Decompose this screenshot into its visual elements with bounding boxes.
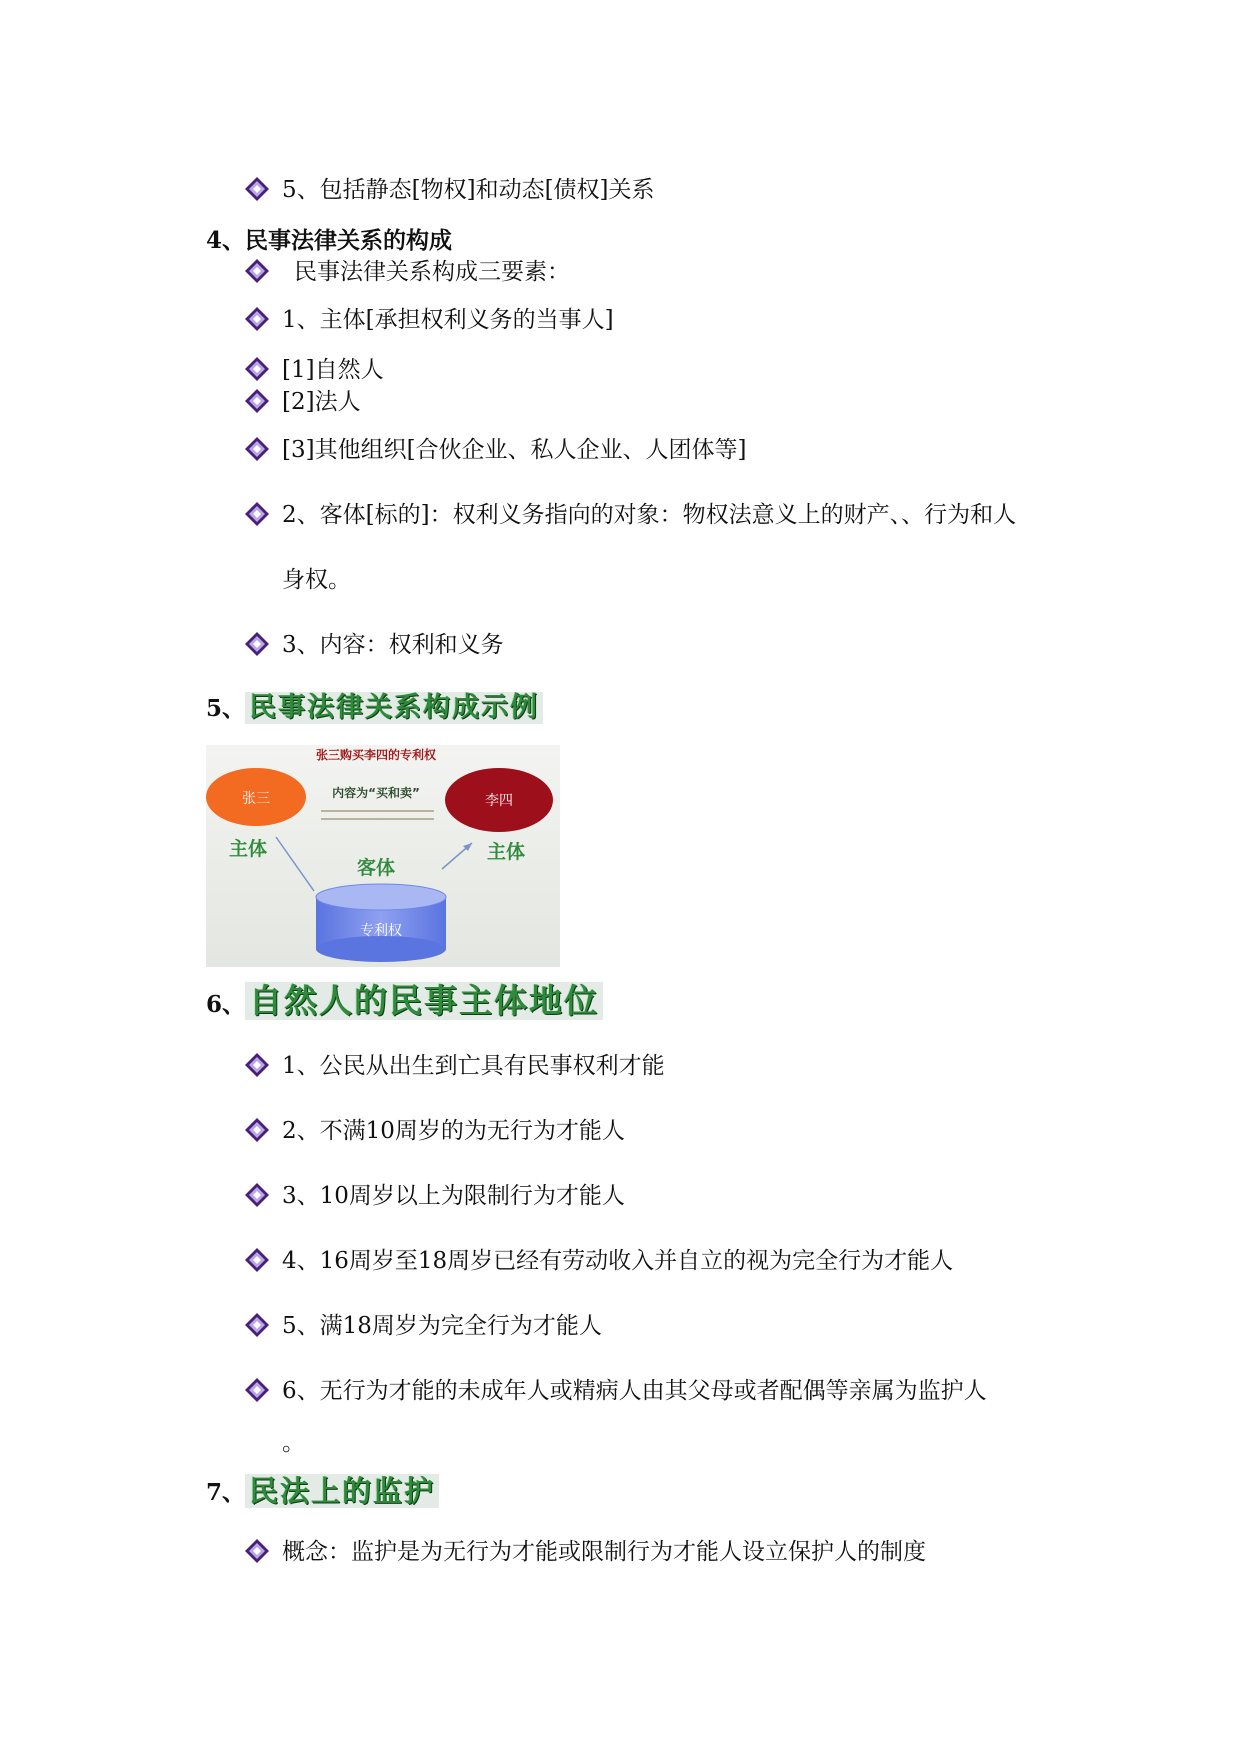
right-role-label: 主体	[486, 841, 526, 863]
heading-number: 6、	[206, 991, 246, 1018]
diamond-bullet-icon	[244, 388, 270, 414]
list-item: [3]其他组织[合伙企业、私人企业、人团体等]	[282, 437, 747, 463]
list-item: 5、包括静态[物权]和动态[债权]关系	[282, 177, 655, 203]
diamond-bullet-icon	[244, 1182, 270, 1208]
diamond-bullet-icon	[244, 1247, 270, 1273]
list-item: [2]法人	[282, 389, 361, 415]
diagram-title: 张三购买李四的专利权	[315, 748, 437, 762]
list-item: 2、不满10周岁的为无行为才能人	[282, 1118, 625, 1144]
section-heading-7	[206, 1474, 439, 1508]
list-item: 1、主体[承担权利义务的当事人]	[282, 307, 614, 333]
section-heading-4: 4、民事法律关系的构成	[206, 227, 453, 254]
diamond-bullet-icon	[244, 1117, 270, 1143]
heading-title: 自然人的民事主体地位	[245, 982, 603, 1020]
list-item: 概念：监护是为无行为才能或限制行为才能人设立保护人的制度	[282, 1539, 926, 1565]
object-role-label: 客体	[356, 857, 396, 879]
left-party-label: 张三	[242, 791, 270, 807]
list-item: 2、客体[标的]：权利义务指向的对象：物权法意义上的财产、、行为和人	[282, 502, 1017, 528]
list-item: 4、16周岁至18周岁已经有劳动收入并自立的视为完全行为才能人	[282, 1248, 954, 1274]
diamond-bullet-icon	[244, 631, 270, 657]
heading-number: 5、	[206, 695, 246, 722]
list-item: 3、10周岁以上为限制行为才能人	[282, 1183, 625, 1209]
diamond-bullet-icon	[244, 1052, 270, 1078]
cylinder-bottom	[316, 936, 446, 962]
heading-number: 7、	[206, 1479, 246, 1506]
list-item: [1]自然人	[282, 357, 384, 383]
diamond-bullet-icon	[244, 1312, 270, 1338]
section-heading-5	[206, 692, 543, 724]
left-role-label: 主体	[228, 838, 268, 860]
diamond-bullet-icon	[244, 356, 270, 382]
diamond-bullet-icon	[244, 1538, 270, 1564]
diamond-bullet-icon	[244, 1377, 270, 1403]
list-item-continuation: 身权。	[282, 567, 351, 593]
right-party-label: 李四	[485, 793, 513, 809]
heading-title: 民法上的监护	[245, 1474, 439, 1508]
list-item-continuation: 。	[282, 1430, 305, 1456]
relation-diagram-svg	[206, 745, 560, 967]
diamond-bullet-icon	[244, 176, 270, 202]
diamond-bullet-icon	[244, 258, 270, 284]
list-item: 3、内容：权利和义务	[282, 632, 504, 658]
list-item: 1、公民从出生到亡具有民事权利才能	[282, 1053, 665, 1079]
object-label: 专利权	[360, 923, 402, 939]
cylinder-top	[316, 884, 446, 910]
diamond-bullet-icon	[244, 501, 270, 527]
relation-diagram	[206, 745, 560, 967]
diamond-bullet-icon	[244, 436, 270, 462]
content-label: 内容为“买和卖”	[332, 786, 420, 800]
list-item: 5、满18周岁为完全行为才能人	[282, 1313, 602, 1339]
diamond-bullet-icon	[244, 306, 270, 332]
list-item: 6、无行为才能的未成年人或精病人由其父母或者配偶等亲属为监护人	[282, 1378, 987, 1404]
list-item: 民事法律关系构成三要素：	[294, 259, 570, 285]
section-heading-6	[206, 982, 603, 1020]
heading-title: 民事法律关系构成示例	[245, 692, 543, 724]
